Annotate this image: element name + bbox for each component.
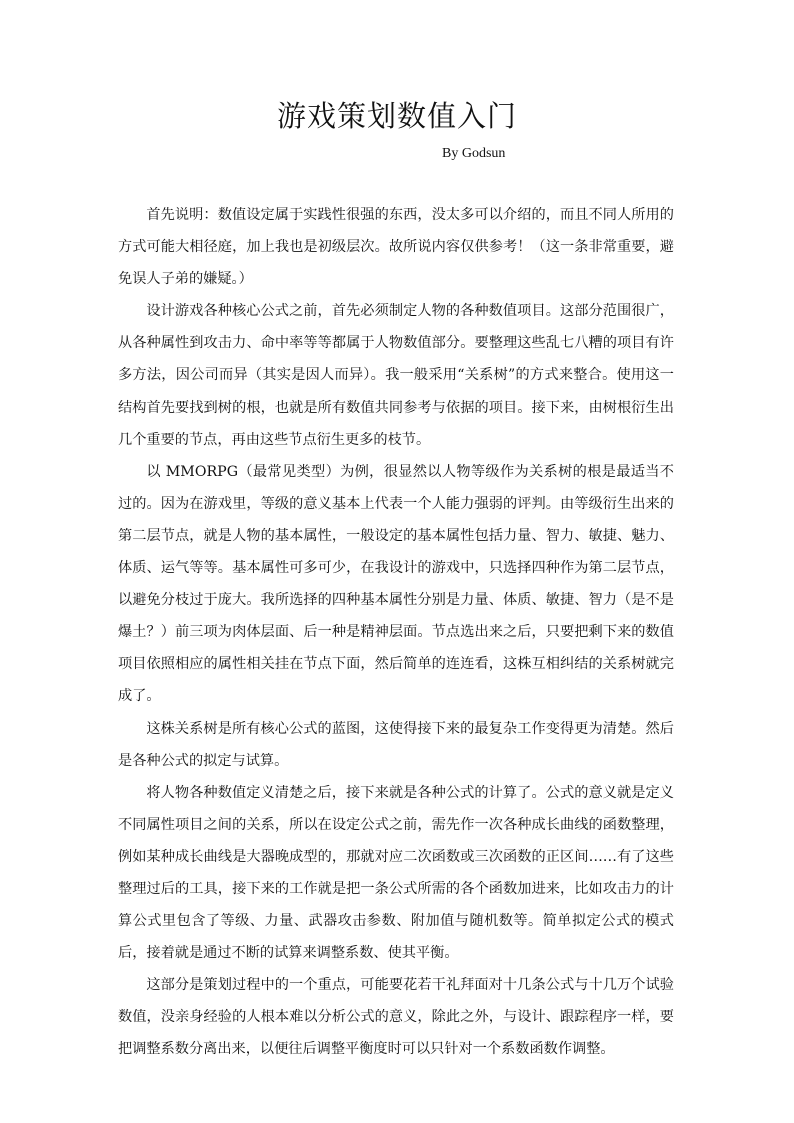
- document-title: 游戏策划数值入门: [276, 99, 517, 133]
- document-body: [118, 199, 674, 1066]
- paragraph-relation-tree: 设计游戏各种核心公式之前，首先必须制定人物的各种数值项目。这部分范围很广，从各种属性到攻击力、命中率等等都属于人物数值部分。要整理这些乱七八糟的项目有许多方法，因公司而异（其实是因人而异）。我一般采用“关系树”的方式来整合。使用这一结构首先要找到树的根，也就是所有数值共同参考与依据的项目。接下来，由树根衍生出几个重要的节点，再由这些节点衍生更多的枝节。: [118, 303, 674, 448]
- paragraph-mmorpg-example: 以 MMORPG（最常见类型）为例，很显然以人物等级作为关系树的根是最适当不过的。因为在游戏里，等级的意义基本上代表一个人能力强弱的评判。由等级衍生出来的第二层节点，就是人物的基本属性，一般设定的基本属性包括力量、智力、敏捷、魅力、体质、运气等等。基本属性可多可少，在我设计的游戏中，只选择四种作为第二层节点，以避免分枝过于庞大。我所选择的四种基本属性分别是力量、体质、敏捷、智力（是不是爆土？）前三项为肉体层面、后一种是精神层面。节点选出来之后，只要把剩下来的数值项目依照相应的属性相关挂在节点下面，然后简单的连连看，这株互相纠结的关系树就完成了。: [118, 463, 674, 705]
- paragraph-blueprint: 这株关系树是所有核心公式的蓝图，这使得接下来的最复杂工作变得更为清楚。然后是各种公式的拟定与试算。: [118, 720, 674, 769]
- paragraph-key-point: 这部分是策划过程中的一个重点，可能要花若干礼拜面对十几条公式与十几万个试验数值，没亲身经验的人根本难以分析公式的意义，除此之外，与设计、跟踪程序一样，要把调整系数分离出来，以便往后调整平衡度时可以只针对一个系数函数作调整。: [118, 977, 674, 1058]
- paragraph-disclaimer: 首先说明：数值设定属于实践性很强的东西，没太多可以介绍的，而且不同人所用的方式可能大相径庭，加上我也是初级层次。故所说内容仅供参考！（这一条非常重要，避免误人子弟的嫌疑。）: [118, 207, 674, 288]
- paragraph-formula-calculation: 将人物各种数值定义清楚之后，接下来就是各种公式的计算了。公式的意义就是定义不同属性项目之间的关系，所以在设定公式之前，需先作一次各种成长曲线的函数整理，例如某种成长曲线是大器晚成型的，那就对应二次函数或三次函数的正区间……有了这些整理过后的工具，接下来的工作就是把一条公式所需的各个函数加进来，比如攻击力的计算公式里包含了等级、力量、武器攻击参数、附加值与随机数等。简单拟定公式的模式后，接着就是通过不断的试算来调整系数、使其平衡。: [118, 784, 674, 962]
- document-author: By Godsun: [442, 146, 506, 161]
